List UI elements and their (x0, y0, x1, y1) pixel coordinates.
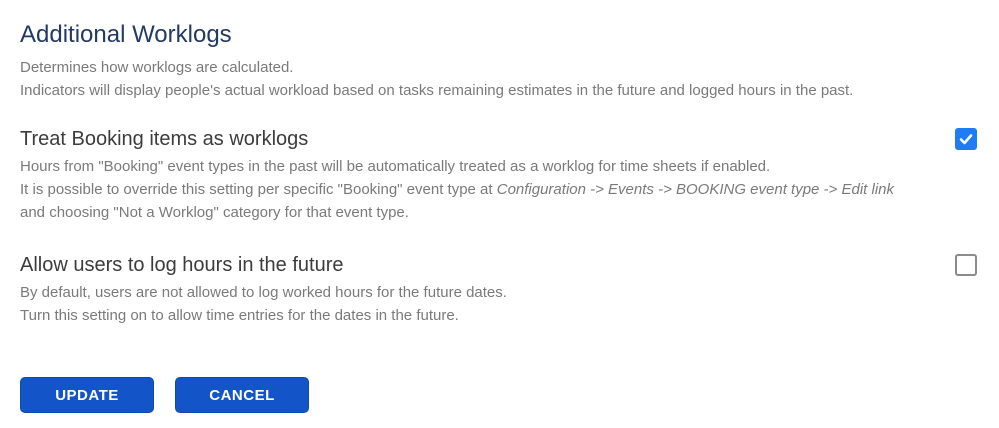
intro-line-2: Indicators will display people's actual workload based on tasks remaining estimates in the future and logged hours in the past. (20, 82, 854, 99)
setting-title: Allow users to log hours in the future (20, 254, 344, 276)
desc-line: Turn this setting on to allow time entries for the dates in the future. (20, 307, 459, 324)
action-button-row (20, 377, 977, 413)
update-button[interactable]: UPDATE (20, 377, 154, 413)
desc-line (20, 178, 939, 201)
cancel-button[interactable]: CANCEL (175, 377, 309, 413)
desc-text: It is possible to override this setting per specific "Booking" event type at (20, 181, 497, 198)
setting-allow-future-hours (20, 252, 977, 327)
setting-text (20, 126, 939, 224)
check-icon (959, 132, 973, 146)
page-intro (20, 56, 977, 102)
intro-line-1: Determines how worklogs are calculated. (20, 59, 294, 76)
treat-booking-items-checkbox[interactable] (955, 128, 977, 150)
setting-description (20, 155, 939, 224)
setting-description (20, 281, 939, 327)
allow-future-hours-checkbox[interactable] (955, 254, 977, 276)
setting-treat-booking-items (20, 126, 977, 224)
desc-path-text: Configuration -> Events -> BOOKING event type -> Edit link (496, 181, 894, 198)
setting-title: Treat Booking items as worklogs (20, 128, 309, 150)
page-title: Additional Worklogs (20, 21, 232, 48)
desc-line: and choosing "Not a Worklog" category for that event type. (20, 204, 409, 221)
desc-line: Hours from "Booking" event types in the past will be automatically treated as a worklog for time sheets if enabled. (20, 158, 771, 175)
setting-text (20, 252, 939, 327)
desc-line: By default, users are not allowed to log worked hours for the future dates. (20, 284, 507, 301)
